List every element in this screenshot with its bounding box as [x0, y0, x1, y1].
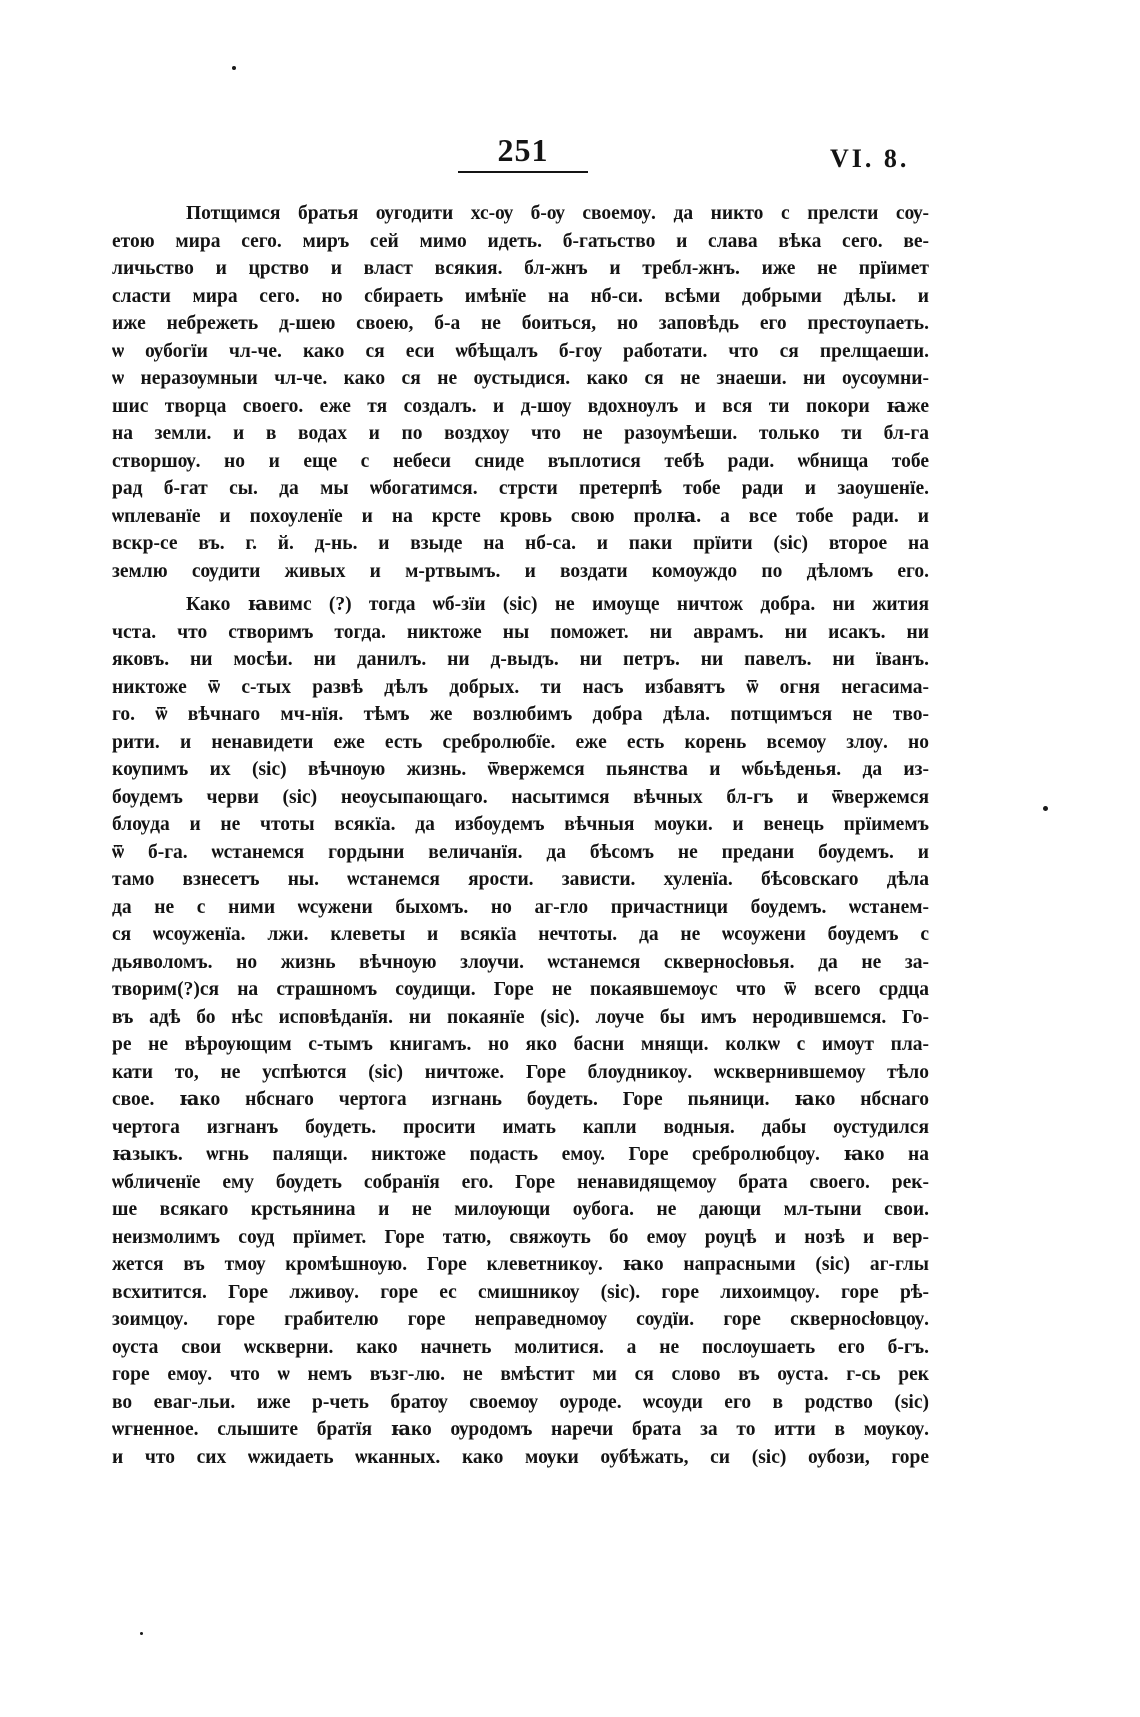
- text-line: горе емѹ. что ѡ немъ възг-лю. не вмѣстит ми ся слово въ ѹста. г-сь рек: [112, 1364, 929, 1385]
- text-line: бѹдемъ черви (sic) неѹсыпающаго. насытимся вѣчных бл-гъ и ѿвержемся: [112, 786, 929, 808]
- text-line: во еваг-льи. иже р-четь братѹ своемѹ оуроде. ѡсѹди его в родство (sic): [112, 1391, 929, 1413]
- text-line: ѡбличенїе ему бѹдеть собранїя его. Горе ненавидящемѹ брата своего. рек-: [112, 1171, 929, 1193]
- text-line: рити. и ненавидети еже есть сребролюбїе. еже есть корень всемѹ злѹ. но: [112, 731, 929, 753]
- text-line: на земли. и в водах и по воздхоу что не разоумѣеши. только ти бл-га: [112, 423, 929, 444]
- text-line: оуста свои ѡскверни. како начнеть молитися. а не послѹшаеть его б-гъ.: [112, 1336, 929, 1358]
- text-line: го. ѿ вѣчнаго мч-нїя. тѣмъ же возлюбимъ добра дѣла. потщимъся не тво-: [112, 704, 929, 725]
- text-line: свое. ꙗко нбснаго чертога изгнань бѹдеть. Горе пьяници. ꙗко нбснаго: [112, 1089, 929, 1110]
- text-line: дьяволомъ. но жизнь вѣчнѹю злѹчи. ѡстанемся скверносłовья. да не за-: [112, 951, 929, 973]
- text-line: неизмолимъ соуд прїимет. Горе татю, свяжѹть бо емѹ рѹцѣ и нозѣ и вер-: [112, 1226, 929, 1248]
- paragraph: [112, 591, 929, 1471]
- text-line: зоимцѹ. горе грабителю горе неправедномѹ сѹдїи. горе скверносłовцѹ.: [112, 1309, 929, 1330]
- page-header: [0, 128, 1140, 178]
- text-line: блѹда и не чтоты всякїа. да избѹдемъ вѣчныя мѹки. и венець прїимемъ: [112, 814, 929, 835]
- text-line: всхитится. Горе лживѹ. горе ес смишникѹ (sic). горе лихоимцѹ. горе рѣ-: [112, 1281, 929, 1303]
- text-line: ѡ ѹбогїи чл-че. како ся еси ѡбѣщалъ б-гѹ работати. что ся прелщаеши.: [112, 340, 929, 362]
- text-line: шис творца своего. еже тя создалъ. и д-шѹ вдохнѹлъ и вся ти покори ꙗже: [112, 395, 929, 417]
- page-number: 251: [497, 132, 549, 168]
- text-line: жется въ тмѹ кромѣшнѹю. Горе клеветникѹ. ꙗко напрасными (sic) аг-глы: [112, 1254, 929, 1275]
- text-line: ся ѡсѹженїа. лжи. клеветы и всякїа нечтоты. да не ѡсѹжени бѹдемъ с: [112, 924, 929, 945]
- text-line: кати то, не успѣются (sic) ничтоже. Горе блѹдникѹ. ѡсквернившемѹ тѣло: [112, 1061, 929, 1083]
- body-text: [112, 200, 929, 1471]
- text-line: яковъ. ни мосѣи. ни данилъ. ни д-выдъ. ни петръ. ни павелъ. ни їванъ.: [112, 649, 929, 670]
- text-line: да не с ними ѡсужени быхомъ. но аг-гло причастници бѹдемъ. ѡстанем-: [112, 896, 929, 918]
- page-number-rule: [458, 171, 588, 173]
- text-line: ѡ неразѹмныи чл-че. како ся не ѹстыдися. како ся не знаеши. ни оусѹмни-: [112, 368, 929, 389]
- text-line: вскр-се въ. г. й. д-нь. и взыде на нб-са. и паки прїити (sic) второе на: [112, 533, 929, 554]
- text-line: Потщимся братья ѹгодити хс-ѹ б-ѹ своемѹ. да никто с прелсти сѹ-: [186, 203, 929, 224]
- ink-speck: [140, 1632, 143, 1635]
- text-line: кѹпимъ их (sic) вѣчнѹю жизнь. ѿвержемся пьянства и ѡбьѣденья. да из-: [112, 759, 929, 780]
- text-line: ше всякаго крстьянина и не милѹющи оубога. не дающи мл-тыни свои.: [112, 1199, 929, 1220]
- text-line: и что сих ѡжидаеть ѡканных. како мѹки оубѣжать, си (sic) оубози, горе: [112, 1446, 929, 1468]
- section-reference: VI. 8.: [830, 144, 910, 173]
- text-line: Како ꙗвимс (?) тогда ѡб-зїи (sic) не имѹще ничтож добра. ни жития: [186, 594, 929, 615]
- paragraph: [112, 200, 929, 585]
- text-line: никтоже ѿ с-тых развѣ дѣлъ добрых. ти насъ избавятъ ѿ огня негасима-: [112, 676, 929, 698]
- text-line: въ адѣ бо нѣс исповѣданїя. ни покаянїе (sic). лѹче бы имъ неродившемся. Го-: [112, 1006, 929, 1028]
- text-line: иже небрежеть д-шею своею, б-а не боиться, но заповѣдь его престѹпаеть.: [112, 313, 929, 334]
- text-line: тамо взнесетъ ны. ѡстанемся ярости. зависти. хуленїа. бѣсовскаго дѣла: [112, 869, 929, 890]
- text-line: етою мира сего. миръ сей мимо идеть. б-гатьство и слава вѣка сего. ве-: [112, 230, 929, 252]
- text-line: рад б-гат сы. да мы ѡбогатимся. стрсти претерпѣ тобе ради и заоушенїе.: [112, 478, 929, 499]
- text-line: чста. что створимъ тогда. никтоже ны поможет. ни аврамъ. ни исакъ. ни: [112, 621, 929, 643]
- text-line: творим(?)ся на страшномъ сѹдищи. Горе не покаявшемѹс что ѿ всего срдца: [112, 979, 929, 1000]
- text-line: ѡгненное. слышите братїя ꙗко ѹродомъ наречи брата за то итти в мѹкѹ.: [112, 1419, 929, 1440]
- text-line: ѿ б-га. ѡстанемся гордыни величанїя. да бѣсомъ не предани бѹдемъ. и: [112, 841, 929, 863]
- text-line: землю сѹдити живых и м-ртвымъ. и воздати комѹждо по дѣломъ его.: [112, 560, 929, 582]
- text-line: створшѹ. но и еще с небеси сниде въплотися тебѣ ради. ѡбнища тобе: [112, 450, 929, 472]
- text-line: личьство и црство и власт всякия. бл-жнъ и требл-жнъ. иже не прїимет: [112, 258, 929, 279]
- text-line: ꙗзыкъ. ѡгнь палящи. никтоже подасть емоу. Горе сребролюбцѹ. ꙗко на: [112, 1144, 929, 1165]
- ink-speck: [232, 66, 236, 70]
- text-line: ѡплеванїе и похѹленїе и на крсте кровь свою пролꙗ. а все тобе ради. и: [112, 505, 929, 527]
- text-line: сласти мира сего. но сбираеть имѣнїе на нб-си. всѣми добрыми дѣлы. и: [112, 285, 929, 307]
- text-line: ре не вѣрѹющим с-тымъ книгамъ. но яко басни мнящи. колкѡ с имѹт пла-: [112, 1034, 929, 1055]
- text-line: чертога изгнанъ бѹдеть. просити имать капли водныя. дабы оустудился: [112, 1116, 929, 1138]
- ink-speck: [1043, 806, 1048, 811]
